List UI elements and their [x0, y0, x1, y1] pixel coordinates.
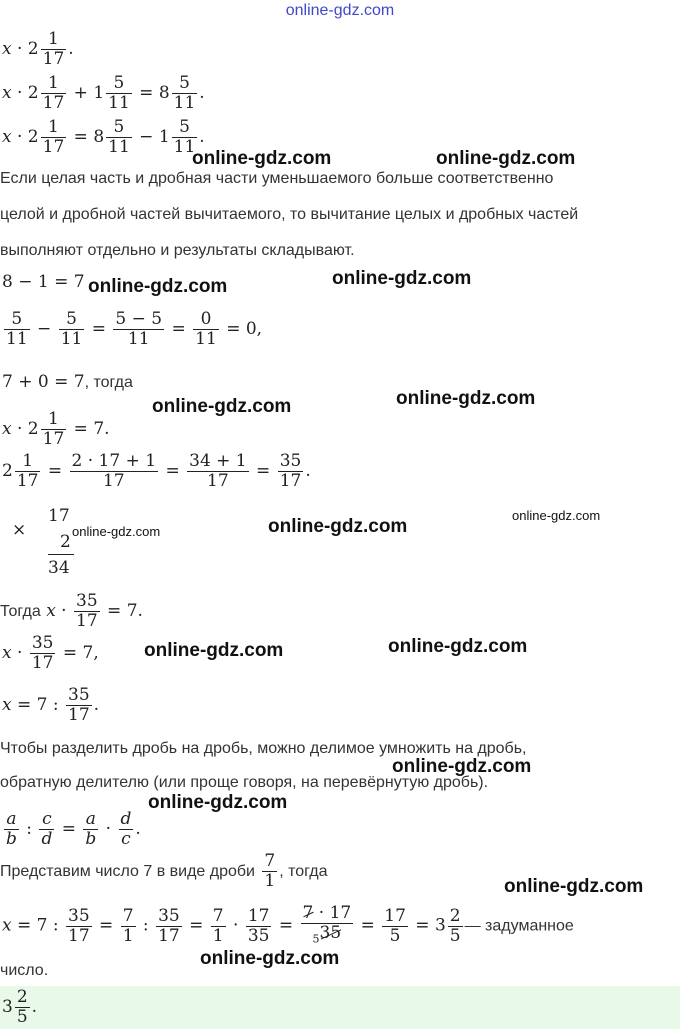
explanation-text-1: Если целая часть и дробная части уменьшаемого больше соответственно	[0, 170, 554, 187]
watermark: online-gdz.com	[72, 524, 161, 539]
division-rule-1: Чтобы разделить дробь на дробь, можно делимое умножить на дробь,	[0, 740, 527, 757]
watermark: online-gdz.com	[332, 268, 472, 289]
multiplication-bottom: 2	[60, 532, 71, 552]
equation-improper: x · $\frac{35}{17}$ = 7,	[2, 633, 99, 673]
equation-line-1: x · 2 $\frac{1}{17}$ .	[2, 29, 74, 69]
watermark: online-gdz.com	[148, 792, 288, 813]
watermark: online-gdz.com	[396, 388, 536, 409]
explanation-text-2: целой и дробной частей вычитаемого, то вычитание целых и дробных частей	[0, 206, 579, 223]
division-rule-formula: $\frac{a}{b}$ : $\frac{c}{d}$ = $\frac{a}{b}$ · $\frac{d}{c}$ .	[6, 809, 141, 849]
multiplication-result: 34	[48, 558, 70, 578]
equation-then: Тогда x · $\frac{35}{17}$ = 7.	[0, 591, 143, 631]
watermark: online-gdz.com	[144, 640, 284, 661]
equation-final: x = 7 : $\frac{35}{17}$ = $\frac{7}{1}$ : $\frac{35}{17}$ = $\frac{7}{1}$ · $\frac{17}{35}$ = $\frac{7 \cdot 17}{_535}$ = $\frac{17}{5}$ = 3 $\frac{2}{5}$ — задуманное	[2, 903, 574, 946]
number-word: число.	[0, 962, 49, 979]
intended-number-text: — задуманное	[464, 917, 574, 935]
then-suffix: , тогда	[279, 863, 328, 880]
represent-text: Представим число 7 в виде дроби	[0, 863, 255, 880]
watermark: online-gdz.com	[152, 396, 292, 417]
watermark: online-gdz.com	[88, 276, 228, 297]
watermark: online-gdz.com	[392, 756, 532, 777]
equation-sum: 7 + 0 = 7, тогда	[2, 372, 133, 392]
represent-line: Представим число 7 в виде дроби $\frac{7}{1}$ , тогда	[0, 851, 328, 891]
watermark: online-gdz.com	[512, 508, 601, 523]
watermark: online-gdz.com	[268, 516, 408, 537]
then-word-2: Тогда	[0, 603, 41, 620]
watermark: online-gdz.com	[388, 636, 528, 657]
watermark: online-gdz.com	[200, 948, 340, 969]
header-watermark[interactable]: online-gdz.com	[285, 2, 395, 19]
equation-division: x = 7 : $\frac{35}{17}$ .	[2, 685, 100, 725]
watermark: online-gdz.com	[504, 876, 644, 897]
multiplication-sign: ×	[12, 520, 27, 540]
answer-value: 3 $\frac{2}{5}$ .	[2, 987, 38, 1027]
multiplication-top: 17	[48, 506, 70, 526]
multiplication-line	[48, 554, 74, 555]
equation-simplified: x · 2 $\frac{1}{17}$ = 7.	[2, 409, 110, 449]
equation-whole-parts: 8 − 1 = 7	[2, 272, 85, 292]
equation-line-2: x · 2 $\frac{1}{17}$ + 1 $\frac{5}{11}$ = 8 $\frac{5}{11}$ .	[2, 73, 205, 113]
watermark: online-gdz.com	[192, 148, 332, 169]
then-word: , тогда	[84, 374, 133, 391]
answer-box	[0, 986, 680, 1029]
watermark: online-gdz.com	[436, 148, 576, 169]
equation-mixed-to-improper: 2 $\frac{1}{17}$ = $\frac{2 \cdot 17 + 1}{17}$ = $\frac{34 + 1}{17}$ = $\frac{35}{17}$ .	[2, 451, 311, 491]
equation-line-3: x · 2 $\frac{1}{17}$ = 8 $\frac{5}{11}$ − 1 $\frac{5}{11}$ .	[2, 117, 205, 157]
division-rule-2: обратную делителю (или проще говоря, на перевёрнутую дробь).	[0, 774, 489, 791]
explanation-text-3: выполняют отдельно и результаты складывают.	[0, 242, 355, 259]
equation-fraction-parts: $\frac{5}{11}$ − $\frac{5}{11}$ = $\frac{5 - 5}{11}$ = $\frac{0}{11}$ = 0,	[6, 309, 263, 349]
